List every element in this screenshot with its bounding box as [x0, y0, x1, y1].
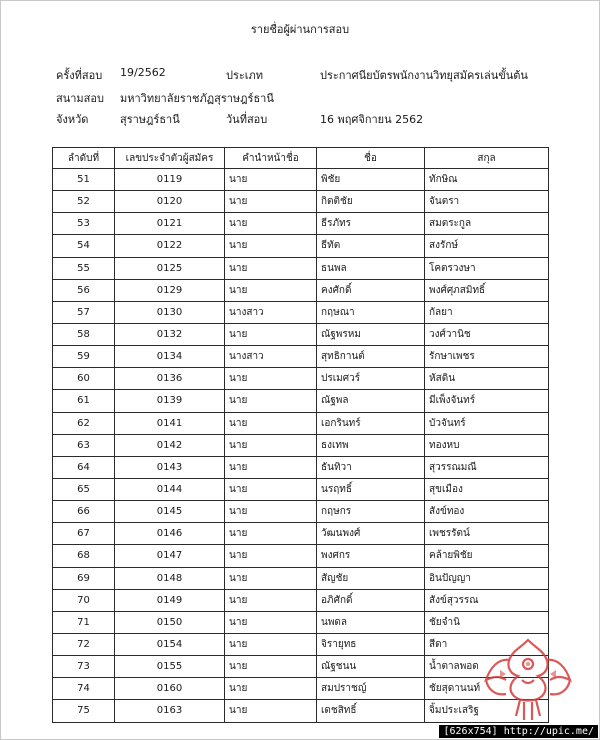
- table-row: [53, 478, 549, 500]
- cell-surname: สังข์สุวรรณ: [425, 589, 549, 611]
- cell-applicant-id: 0139: [115, 390, 225, 412]
- cell-surname: พงศ์ศุภสมิทธิ์: [425, 279, 549, 301]
- cell-title: นาย: [225, 257, 317, 279]
- cell-order: 68: [53, 545, 115, 567]
- cell-surname: เพชรรัตน์: [425, 523, 549, 545]
- cell-applicant-id: 0145: [115, 501, 225, 523]
- document-title: รายชื่อผู้ผ่านการสอบ: [250, 23, 350, 36]
- round-label: ครั้งที่สอบ: [56, 69, 103, 82]
- cell-first-name: นรฤทธิ์: [317, 478, 425, 500]
- cell-title: นาย: [225, 700, 317, 722]
- cell-applicant-id: 0142: [115, 434, 225, 456]
- table-row: [53, 567, 549, 589]
- type-label: ประเภท: [226, 69, 264, 82]
- table-row: [53, 545, 549, 567]
- cell-order: 55: [53, 257, 115, 279]
- cell-order: 58: [53, 323, 115, 345]
- cell-first-name: ธีทัต: [317, 235, 425, 257]
- cell-order: 62: [53, 412, 115, 434]
- cell-first-name: จิรายุทธ: [317, 633, 425, 655]
- cell-first-name: กฤษณา: [317, 301, 425, 323]
- cell-surname: ทองหบ: [425, 434, 549, 456]
- cell-first-name: พงศกร: [317, 545, 425, 567]
- results-table: [52, 147, 549, 723]
- cell-first-name: ธนพล: [317, 257, 425, 279]
- cell-first-name: ธันทิวา: [317, 456, 425, 478]
- cell-applicant-id: 0120: [115, 191, 225, 213]
- cell-order: 69: [53, 567, 115, 589]
- date-label: วันที่สอบ: [226, 113, 268, 126]
- cell-title: นาย: [225, 412, 317, 434]
- cell-surname: บัวจันทร์: [425, 412, 549, 434]
- cell-applicant-id: 0147: [115, 545, 225, 567]
- cell-title: นาย: [225, 368, 317, 390]
- cell-applicant-id: 0125: [115, 257, 225, 279]
- header-order: ลำดับที่: [53, 148, 115, 169]
- cell-applicant-id: 0122: [115, 235, 225, 257]
- cell-first-name: เอกรินทร์: [317, 412, 425, 434]
- table-header-row: [53, 148, 549, 169]
- header-applicant-id: เลขประจำตัวผู้สมัคร: [115, 148, 225, 169]
- cell-order: 63: [53, 434, 115, 456]
- cell-order: 73: [53, 656, 115, 678]
- province-value: สุราษฎร์ธานี: [120, 113, 180, 126]
- cell-first-name: ธงเทพ: [317, 434, 425, 456]
- cell-first-name: กฤษกร: [317, 501, 425, 523]
- cell-first-name: เดชสิทธิ์: [317, 700, 425, 722]
- cell-surname: สุขเมือง: [425, 478, 549, 500]
- cell-first-name: ธีรภัทร: [317, 213, 425, 235]
- cell-order: 75: [53, 700, 115, 722]
- cell-surname: วงศ์วานิช: [425, 323, 549, 345]
- cell-applicant-id: 0130: [115, 301, 225, 323]
- cell-applicant-id: 0141: [115, 412, 225, 434]
- cell-title: นาย: [225, 678, 317, 700]
- table-row: [53, 611, 549, 633]
- cell-first-name: นพดล: [317, 611, 425, 633]
- cell-applicant-id: 0132: [115, 323, 225, 345]
- cell-applicant-id: 0121: [115, 213, 225, 235]
- cell-surname: อินปัญญา: [425, 567, 549, 589]
- cell-first-name: สัญชัย: [317, 567, 425, 589]
- cell-title: นาย: [225, 611, 317, 633]
- cell-order: 66: [53, 501, 115, 523]
- cell-first-name: ณัฐชนน: [317, 656, 425, 678]
- cell-title: นาย: [225, 213, 317, 235]
- cell-surname: คล้ายพิชัย: [425, 545, 549, 567]
- table-row: [53, 434, 549, 456]
- info-row-round: [0, 66, 600, 80]
- cell-order: 57: [53, 301, 115, 323]
- cell-title: นาย: [225, 279, 317, 301]
- cell-title: นางสาว: [225, 346, 317, 368]
- table-row: [53, 589, 549, 611]
- cell-surname: จิ้มประเสริฐ: [425, 700, 549, 722]
- cell-title: นาย: [225, 656, 317, 678]
- cell-title: นาย: [225, 501, 317, 523]
- table-row: [53, 412, 549, 434]
- info-row-venue: [0, 89, 600, 103]
- cell-surname: จันตรา: [425, 191, 549, 213]
- cell-title: นาย: [225, 478, 317, 500]
- table-row: [53, 456, 549, 478]
- cell-title: นาย: [225, 589, 317, 611]
- cell-order: 65: [53, 478, 115, 500]
- cell-first-name: กิตติชัย: [317, 191, 425, 213]
- cell-first-name: พิชัย: [317, 169, 425, 191]
- cell-applicant-id: 0160: [115, 678, 225, 700]
- cell-title: นาย: [225, 323, 317, 345]
- cell-title: นาย: [225, 545, 317, 567]
- table-row: [53, 633, 549, 655]
- header-first-name: ชื่อ: [317, 148, 425, 169]
- cell-applicant-id: 0146: [115, 523, 225, 545]
- cell-order: 56: [53, 279, 115, 301]
- cell-title: นาย: [225, 390, 317, 412]
- cell-first-name: อภิศักดิ์: [317, 589, 425, 611]
- cell-surname: มีเพ็งจันทร์: [425, 390, 549, 412]
- cell-title: นาย: [225, 169, 317, 191]
- garuda-seal-icon: [480, 630, 576, 730]
- cell-surname: กัลยา: [425, 301, 549, 323]
- cell-order: 51: [53, 169, 115, 191]
- cell-order: 60: [53, 368, 115, 390]
- watermark-text: [626x754] http://upic.me/: [439, 725, 598, 738]
- cell-surname: สงรักษ์: [425, 235, 549, 257]
- table-row: [53, 169, 549, 191]
- table-row: [53, 279, 549, 301]
- cell-title: นาย: [225, 434, 317, 456]
- venue-label: สนามสอบ: [56, 92, 104, 105]
- type-value: ประกาศนียบัตรพนักงานวิทยุสมัครเล่นขั้นต้น: [320, 69, 528, 82]
- header-title: คำนำหน้าชื่อ: [225, 148, 317, 169]
- table-row: [53, 257, 549, 279]
- cell-applicant-id: 0143: [115, 456, 225, 478]
- cell-title: นาย: [225, 633, 317, 655]
- cell-applicant-id: 0148: [115, 567, 225, 589]
- cell-applicant-id: 0129: [115, 279, 225, 301]
- cell-order: 59: [53, 346, 115, 368]
- cell-surname: สมตระกูล: [425, 213, 549, 235]
- cell-first-name: ปรเมศวร์: [317, 368, 425, 390]
- cell-title: นาย: [225, 567, 317, 589]
- cell-applicant-id: 0119: [115, 169, 225, 191]
- cell-order: 61: [53, 390, 115, 412]
- date-value: 16 พฤศจิกายน 2562: [320, 113, 424, 126]
- cell-title: นาย: [225, 523, 317, 545]
- table-row: [53, 501, 549, 523]
- cell-surname: สังข์ทอง: [425, 501, 549, 523]
- cell-first-name: ณัฐพรหม: [317, 323, 425, 345]
- cell-order: 67: [53, 523, 115, 545]
- cell-applicant-id: 0150: [115, 611, 225, 633]
- cell-applicant-id: 0136: [115, 368, 225, 390]
- cell-applicant-id: 0149: [115, 589, 225, 611]
- cell-surname: ทักษิณ: [425, 169, 549, 191]
- cell-order: 52: [53, 191, 115, 213]
- cell-surname: ชัยสุดานนท์: [425, 678, 549, 700]
- cell-surname: สีดา: [425, 633, 549, 655]
- cell-order: 64: [53, 456, 115, 478]
- table-row: [53, 368, 549, 390]
- table-row: [53, 235, 549, 257]
- table-row: [53, 390, 549, 412]
- cell-title: นางสาว: [225, 301, 317, 323]
- venue-value: มหาวิทยาลัยราชภัฏสุราษฎร์ธานี: [120, 92, 274, 105]
- province-label: จังหวัด: [56, 113, 89, 126]
- cell-order: 71: [53, 611, 115, 633]
- cell-title: นาย: [225, 456, 317, 478]
- cell-first-name: ณัฐพล: [317, 390, 425, 412]
- table-row: [53, 678, 549, 700]
- cell-order: 70: [53, 589, 115, 611]
- cell-surname: รักษาเพชร: [425, 346, 549, 368]
- cell-first-name: คงศักดิ์: [317, 279, 425, 301]
- cell-order: 72: [53, 633, 115, 655]
- cell-surname: หัสดิน: [425, 368, 549, 390]
- round-value: 19/2562: [120, 66, 166, 79]
- cell-surname: น้ำตาลพอด: [425, 656, 549, 678]
- cell-order: 54: [53, 235, 115, 257]
- table-row: [53, 523, 549, 545]
- cell-applicant-id: 0163: [115, 700, 225, 722]
- header-surname: สกุล: [425, 148, 549, 169]
- table-row: [53, 700, 549, 722]
- cell-order: 53: [53, 213, 115, 235]
- cell-surname: ชัยจำนิ: [425, 611, 549, 633]
- cell-applicant-id: 0144: [115, 478, 225, 500]
- table-row: [53, 346, 549, 368]
- info-row-province: [0, 110, 600, 124]
- cell-first-name: สุทธิกานต์: [317, 346, 425, 368]
- table-row: [53, 191, 549, 213]
- cell-surname: สุวรรณมณี: [425, 456, 549, 478]
- table-row: [53, 213, 549, 235]
- table-row: [53, 301, 549, 323]
- cell-order: 74: [53, 678, 115, 700]
- cell-applicant-id: 0155: [115, 656, 225, 678]
- table-row: [53, 323, 549, 345]
- table-row: [53, 656, 549, 678]
- cell-applicant-id: 0134: [115, 346, 225, 368]
- cell-surname: โคตรวงษา: [425, 257, 549, 279]
- cell-applicant-id: 0154: [115, 633, 225, 655]
- cell-first-name: สมปราชญ์: [317, 678, 425, 700]
- cell-title: นาย: [225, 235, 317, 257]
- cell-title: นาย: [225, 191, 317, 213]
- cell-first-name: วัฒนพงศ์: [317, 523, 425, 545]
